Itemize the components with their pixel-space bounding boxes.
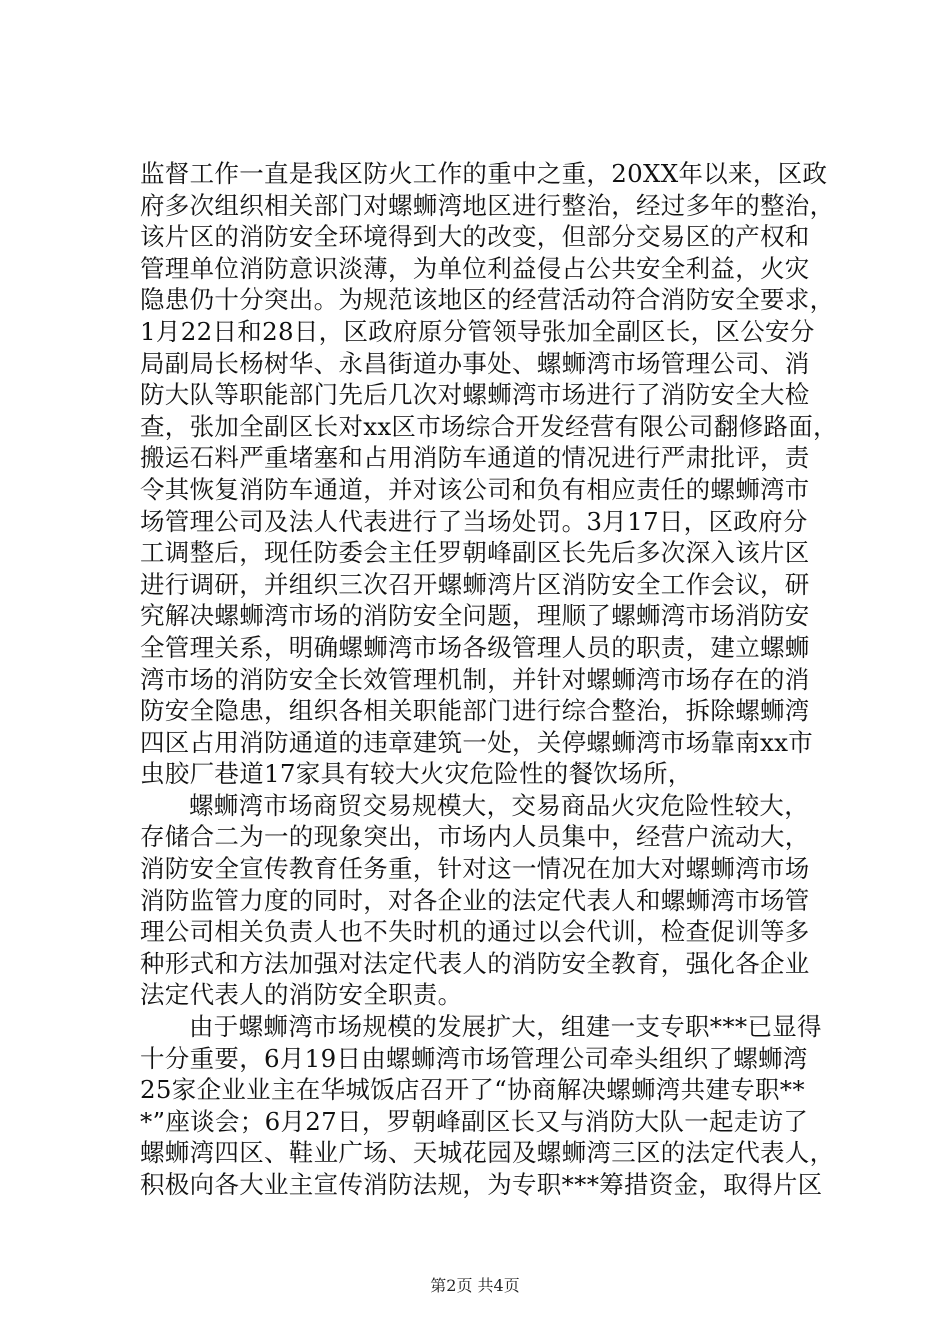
text-line: *”座谈会；6月27日，罗朝峰副区长又与消防大队一起走访了	[140, 1106, 809, 1136]
text-line: 螺蛳湾四区、鞋业广场、天城花园及螺蛳湾三区的法定代表人，	[140, 1138, 835, 1168]
text-line: 防安全隐患，组织各相关职能部门进行综合整治，拆除螺蛳湾	[140, 696, 810, 726]
text-line: 1月22日和28日，区政府原分管领导张加全副区长，区公安分	[140, 316, 815, 346]
text-line: 隐患仍十分突出。为规范该地区的经营活动符合消防安全要求，	[140, 285, 835, 315]
text-line: 十分重要，6月19日由螺蛳湾市场管理公司牵头组织了螺蛳湾	[140, 1043, 808, 1073]
text-line: 管理单位消防意识淡薄，为单位利益侵占公共安全利益，火灾	[140, 253, 810, 283]
page-footer	[0, 1276, 950, 1296]
text-line: 府多次组织相关部门对螺蛳湾地区进行整治，经过多年的整治，	[140, 190, 835, 220]
text-line: 积极向各大业主宣传消防法规，为专职***筹措资金，取得片区	[140, 1170, 823, 1199]
text-line: 查，张加全副区长对xx区市场综合开发经营有限公司翻修路面，	[140, 411, 838, 441]
text-line: 令其恢复消防车通道，并对该公司和负有相应责任的螺蛳湾市	[140, 474, 810, 504]
document-body	[140, 158, 840, 1201]
text-line: 全管理关系，明确螺蛳湾市场各级管理人员的职责，建立螺蛳	[140, 632, 810, 662]
paragraph-first-line: 由于螺蛳湾市场规模的发展扩大，组建一支专职***已显得	[189, 1012, 822, 1042]
page-number: 第2页 共4页	[430, 1276, 520, 1295]
text-line: 理公司相关负责人也不失时机的通过以会代训，检查促训等多	[140, 917, 810, 947]
text-line: 防大队等职能部门先后几次对螺蛳湾市场进行了消防安全大检	[140, 380, 810, 410]
paragraph-first-line: 螺蛳湾市场商贸交易规模大，交易商品火灾危险性较大，	[189, 790, 809, 820]
text-line: 场管理公司及法人代表进行了当场处罚。3月17日，区政府分	[140, 506, 808, 536]
text-line: 虫胶厂巷道17家具有较大火灾危险性的餐饮场所，	[140, 759, 693, 789]
text-line: 该片区的消防安全环境得到大的改变，但部分交易区的产权和	[140, 222, 810, 252]
text-line: 工调整后，现任防委会主任罗朝峰副区长先后多次深入该片区	[140, 538, 810, 568]
text-line: 种形式和方法加强对法定代表人的消防安全教育，强化各企业	[140, 948, 810, 978]
text-line: 法定代表人的消防安全职责。	[140, 980, 463, 1010]
text-line: 消防监管力度的同时，对各企业的法定代表人和螺蛳湾市场管	[140, 885, 810, 915]
text-line: 存储合二为一的现象突出，市场内人员集中，经营户流动大，	[140, 822, 810, 852]
text-line: 究解决螺蛳湾市场的消防安全问题，理顺了螺蛳湾市场消防安	[140, 601, 810, 631]
text-line: 四区占用消防通道的违章建筑一处，关停螺蛳湾市场靠南xx市	[140, 727, 814, 757]
text-line: 监督工作一直是我区防火工作的重中之重，20XX年以来，区政	[140, 159, 828, 188]
text-line: 湾市场的消防安全长效管理机制，并针对螺蛳湾市场存在的消	[140, 664, 810, 694]
text-line: 搬运石料严重堵塞和占用消防车通道的情况进行严肃批评，责	[140, 443, 810, 473]
text-line: 消防安全宣传教育任务重，针对这一情况在加大对螺蛳湾市场	[140, 854, 810, 884]
text-line: 25家企业业主在华城饭店召开了“协商解决螺蛳湾共建专职**	[140, 1075, 805, 1105]
text-line: 进行调研，并组织三次召开螺蛳湾片区消防安全工作会议，研	[140, 569, 810, 599]
text-line: 局副局长杨树华、永昌街道办事处、螺蛳湾市场管理公司、消	[140, 348, 810, 378]
